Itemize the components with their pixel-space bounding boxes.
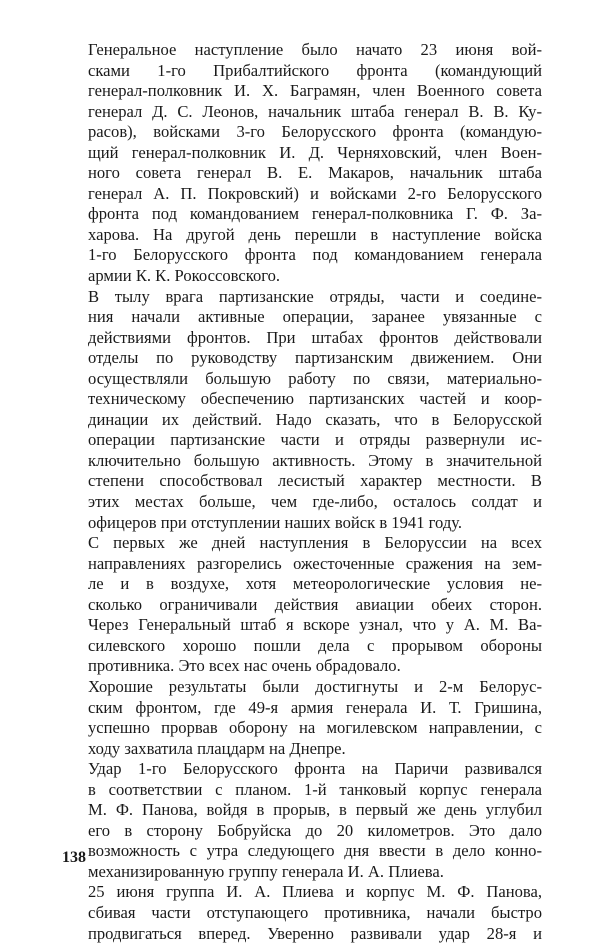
text-line: ходу захватила плацдарм на Днепре. [88, 738, 346, 758]
text-line: Удар 1-го Белорусского фронта на Паричи развивался [88, 759, 542, 779]
text-line: механизированную группу генерала И. А. Плиева. [88, 861, 444, 881]
paragraph-1 [62, 40, 542, 287]
text-line: этих местах больше, чем где-либо, осталось солдат и [88, 492, 542, 512]
text-line: сбивая части отступающего противника, начали быстро [88, 902, 542, 922]
text-line: отделы по руководству партизанским движением. Они [88, 348, 542, 368]
text-line: направлениях разгорелись ожесточенные сражения на зем- [88, 553, 542, 573]
text-line: офицеров при отступлении наших войск в 1941 году. [88, 512, 463, 532]
paragraph-6 [62, 882, 542, 944]
text-line: ле и в воздухе, хотя метеорологические условия не- [88, 574, 542, 594]
text-line: ским фронтом, где 49-я армия генерала И. Т. Гришина, [88, 697, 542, 717]
text-line: сками 1-го Прибалтийского фронта (командующий [88, 60, 542, 80]
text-line: успешно прорвав оборону на могилевском направлении, с [88, 718, 542, 738]
text-line: щий генерал-полковник И. Д. Черняховский, член Воен- [88, 142, 542, 162]
text-line: Через Генеральный штаб я вскоре узнал, что у А. М. Ва- [88, 615, 542, 635]
text-line: В тылу врага партизанские отряды, части и соедине- [88, 286, 542, 306]
text-line: действиями фронтов. При штабах фронтов действовали [88, 327, 542, 347]
text-line: сколько ограничивали действия авиации обеих сторон. [88, 594, 542, 614]
text-line: ключительно большую активность. Этому в значительной [88, 450, 542, 470]
text-line: расов), войсками 3-го Белорусского фронта (командую- [88, 122, 542, 142]
text-line: 1-го Белорусского фронта под командованием генерала [88, 245, 542, 265]
text-line: его в сторону Бобруйска до 20 километров. Это дало [88, 820, 542, 840]
text-line: генерал А. П. Покровский) и войсками 2-го Белорусского [88, 183, 542, 203]
text-line: фронта под командованием генерал-полковника Г. Ф. За- [88, 204, 542, 224]
text-line: возможность с утра следующего дня ввести в дело конно- [88, 841, 542, 861]
text-line: армии К. К. Рокоссовского. [88, 266, 281, 286]
text-line: динации их действий. Надо сказать, что в Белорусской [88, 409, 542, 429]
text-line: 25 июня группа И. А. Плиева и корпус М. Ф. Панова, [88, 882, 542, 902]
text-line: силевского хорошо пошли дела с прорывом обороны [88, 635, 542, 655]
text-line: ного совета генерал В. Е. Макаров, начальник штаба [88, 163, 542, 183]
page-body-text [62, 40, 542, 944]
text-line: ния начали активные операции, заранее увязанные с [88, 307, 542, 327]
paragraph-3 [62, 533, 542, 677]
text-line: продвигаться вперед. Уверенно развивали удар 28-я и [88, 923, 542, 943]
text-line: техническому обеспечению партизанских частей и коор- [88, 389, 542, 409]
text-line: М. Ф. Панова, войдя в прорыв, в первый же день углубил [88, 800, 542, 820]
paragraph-5 [62, 759, 542, 882]
text-line: в соответствии с планом. 1-й танковый корпус генерала [88, 779, 542, 799]
page-number: 138 [62, 849, 86, 866]
paragraph-4 [62, 677, 542, 759]
text-line: операции партизанские части и отряды развернули ис- [88, 430, 542, 450]
text-line: противника. Это всех нас очень обрадовало. [88, 656, 401, 676]
paragraph-2 [62, 287, 542, 534]
text-line: Генеральное наступление было начато 23 июня вой- [88, 40, 542, 59]
text-line: степени способствовал лесистый характер местности. В [88, 471, 542, 491]
text-line: С первых же дней наступления в Белоруссии на всех [88, 533, 542, 553]
text-line: осуществляли большую работу по связи, материально- [88, 368, 542, 388]
text-line: генерал Д. С. Леонов, начальник штаба генерал В. В. Ку- [88, 101, 542, 121]
text-line: Хорошие результаты были достигнуты и 2-м Белорус- [88, 676, 542, 696]
text-line: харова. На другой день перешли в наступление войска [88, 224, 542, 244]
text-line: генерал-полковник И. Х. Баграмян, член Военного совета [88, 81, 542, 101]
